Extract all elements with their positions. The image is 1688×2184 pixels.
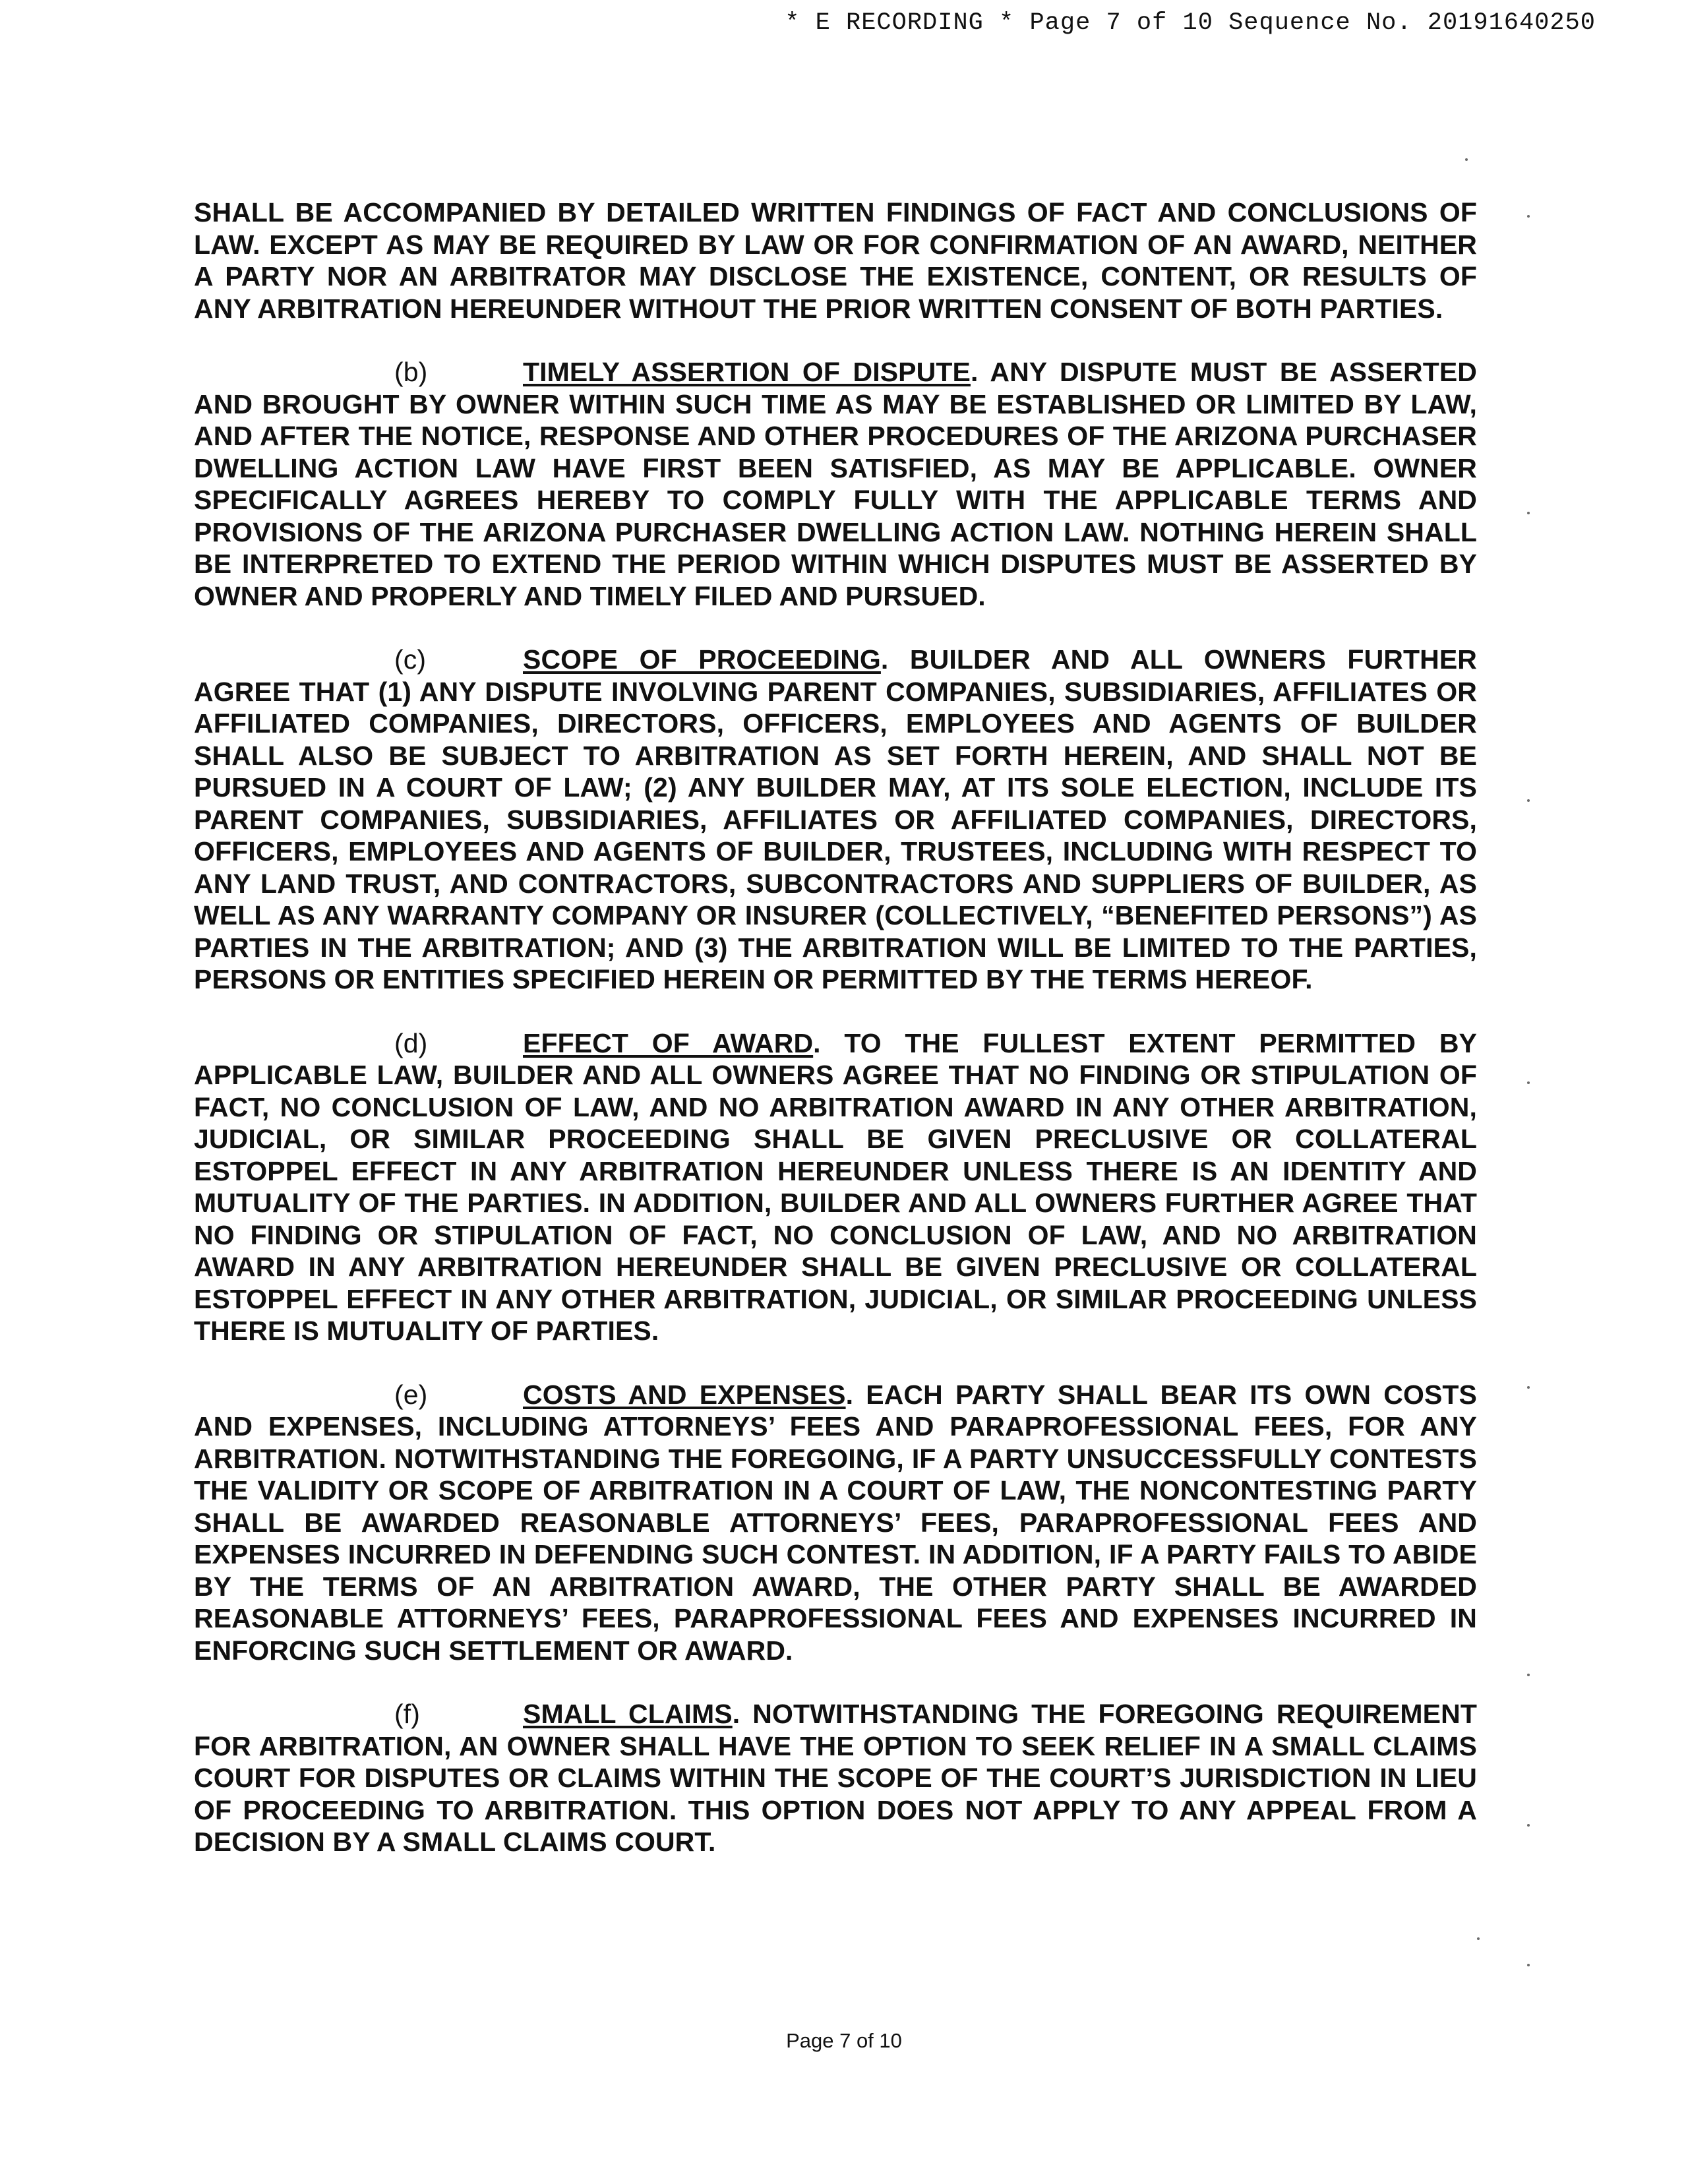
section-label: (f) bbox=[394, 1699, 420, 1729]
section-text: . EACH PARTY SHALL BEAR ITS OWN COSTS AND EXPENSES, INCLUDING ATTORNEYS’ FEES AND PARAPROFESSIONAL FEES, FOR ANY ARBITRATION. NOTWITHSTANDING THE FOREGOING, IF A PARTY UNSUCCESSFULLY CONTESTS THE VALIDITY OR SCOPE OF ARBITRATION IN A COURT OF LAW, THE NONCONTESTING PARTY SHALL BE AWARDED REASONABLE ATTORNEYS’ FEES, PARAPROFESSIONAL FEES AND EXPENSES INCURRED IN DEFENDING SUCH CONTEST. IN ADDITION, IF A PARTY FAILS TO ABIDE BY THE TERMS OF AN ARBITRATION AWARD, THE OTHER PARTY SHALL BE AWARDED REASONABLE ATTORNEYS’ FEES, PARAPROFESSIONAL FEES AND EXPENSES INCURRED IN ENFORCING SUCH SETTLEMENT OR AWARD. bbox=[194, 1379, 1477, 1666]
section-text: . ANY DISPUTE MUST BE ASSERTED AND BROUGHT BY OWNER WITHIN SUCH TIME AS MAY BE ESTABLISHED OR LIMITED BY LAW, AND AFTER THE NOTICE, RESPONSE AND OTHER PROCEDURES OF THE ARIZONA PURCHASER DWELLING ACTION LAW HAVE FIRST BEEN SATISFIED, AS MAY BE APPLICABLE. OWNER SPECIFICALLY AGREES HEREBY TO COMPLY FULLY WITH THE APPLICABLE TERMS AND PROVISIONS OF THE ARIZONA PURCHASER DWELLING ACTION LAW. NOTHING HEREIN SHALL BE INTERPRETED TO EXTEND THE PERIOD WITHIN WHICH DISPUTES MUST BE ASSERTED BY OWNER AND PROPERLY AND TIMELY FILED AND PURSUED. bbox=[194, 357, 1478, 611]
page-number: Page 7 of 10 bbox=[786, 2029, 902, 2052]
scan-speck bbox=[1477, 1937, 1480, 1940]
section-heading: COSTS AND EXPENSES bbox=[523, 1379, 846, 1410]
section-f bbox=[194, 1698, 1477, 1858]
intro-paragraph: SHALL BE ACCOMPANIED BY DETAILED WRITTEN FINDINGS OF FACT AND CONCLUSIONS OF LAW. EXCEPT AS MAY BE REQUIRED BY LAW OR FOR CONFIRMATION OF AN AWARD, NEITHER A PARTY NOR AN ARBITRATOR MAY DISCLOSE THE EXISTENCE, CONTENT, OR RESULTS OF ANY ARBITRATION HEREUNDER WITHOUT THE PRIOR WRITTEN CONSENT OF BOTH PARTIES. bbox=[194, 197, 1477, 324]
section-label: (b) bbox=[394, 357, 428, 387]
scan-speck bbox=[1527, 215, 1530, 218]
section-label: (d) bbox=[394, 1027, 428, 1058]
section-label: (c) bbox=[394, 644, 427, 675]
scan-speck bbox=[1527, 1964, 1530, 1966]
section-heading: EFFECT OF AWARD bbox=[523, 1027, 814, 1058]
section-b bbox=[194, 356, 1477, 612]
scan-speck bbox=[1527, 1824, 1530, 1827]
scan-speck bbox=[1527, 512, 1530, 514]
section-heading: SCOPE OF PROCEEDING bbox=[523, 644, 881, 675]
section-e bbox=[194, 1379, 1477, 1667]
section-d bbox=[194, 1027, 1477, 1347]
section-text: . BUILDER AND ALL OWNERS FURTHER AGREE THAT (1) ANY DISPUTE INVOLVING PARENT COMPANIES, SUBSIDIARIES, AFFILIATES OR AFFILIATED COMPANIES, DIRECTORS, OFFICERS, EMPLOYEES AND AGENTS OF BUILDER SHALL ALSO BE SUBJECT TO ARBITRATION AS SET FORTH HEREIN, AND SHALL NOT BE PURSUED IN A COURT OF LAW; (2) ANY BUILDER MAY, AT ITS SOLE ELECTION, INCLUDE ITS PARENT COMPANIES, SUBSIDIARIES, AFFILIATES OR AFFILIATED COMPANIES, DIRECTORS, OFFICERS, EMPLOYEES AND AGENTS OF BUILDER, TRUSTEES, INCLUDING WITH RESPECT TO ANY LAND TRUST, AND CONTRACTORS, SUBCONTRACTORS AND SUPPLIERS OF BUILDER, AS WELL AS ANY WARRANTY COMPANY OR INSURER (COLLECTIVELY, “BENEFITED PERSONS”) AS PARTIES IN THE ARBITRATION; AND (3) THE ARBITRATION WILL BE LIMITED TO THE PARTIES, PERSONS OR ENTITIES SPECIFIED HEREIN OR PERMITTED BY THE TERMS HEREOF. bbox=[194, 644, 1477, 994]
scan-speck bbox=[1527, 799, 1530, 802]
section-text: . TO THE FULLEST EXTENT PERMITTED BY APPLICABLE LAW, BUILDER AND ALL OWNERS AGREE THAT NO FINDING OR STIPULATION OF FACT, NO CONCLUSION OF LAW, AND NO ARBITRATION AWARD IN ANY OTHER ARBITRATION, JUDICIAL, OR SIMILAR PROCEEDING SHALL BE GIVEN PRECLUSIVE OR COLLATERAL ESTOPPEL EFFECT IN ANY ARBITRATION HEREUNDER UNLESS THERE IS AN IDENTITY AND MUTUALITY OF THE PARTIES. IN ADDITION, BUILDER AND ALL OWNERS FURTHER AGREE THAT NO FINDING OR STIPULATION OF FACT, NO CONCLUSION OF LAW, AND NO ARBITRATION AWARD IN ANY ARBITRATION HEREUNDER SHALL BE GIVEN PRECLUSIVE OR COLLATERAL ESTOPPEL EFFECT IN ANY OTHER ARBITRATION, JUDICIAL, OR SIMILAR PROCEEDING UNLESS THERE IS MUTUALITY OF PARTIES. bbox=[194, 1027, 1477, 1346]
section-heading: SMALL CLAIMS bbox=[523, 1699, 733, 1729]
section-heading: TIMELY ASSERTION OF DISPUTE bbox=[523, 357, 971, 387]
document-body bbox=[194, 197, 1477, 1890]
scan-speck bbox=[1465, 158, 1468, 161]
section-c bbox=[194, 644, 1477, 996]
section-text: . NOTWITHSTANDING THE FOREGOING REQUIREMENT FOR ARBITRATION, AN OWNER SHALL HAVE THE OPTION TO SEEK RELIEF IN A SMALL CLAIMS COURT FOR DISPUTES OR CLAIMS WITHIN THE SCOPE OF THE COURT’S JURISDICTION IN LIEU OF PROCEEDING TO ARBITRATION. THIS OPTION DOES NOT APPLY TO ANY APPEAL FROM A DECISION BY A SMALL CLAIMS COURT. bbox=[194, 1699, 1477, 1857]
recording-header: * E RECORDING * Page 7 of 10 Sequence No. 20191640250 bbox=[785, 9, 1596, 37]
scan-speck bbox=[1527, 1386, 1530, 1389]
section-label: (e) bbox=[394, 1379, 428, 1410]
scan-speck bbox=[1527, 1081, 1530, 1084]
scan-speck bbox=[1527, 1674, 1530, 1676]
